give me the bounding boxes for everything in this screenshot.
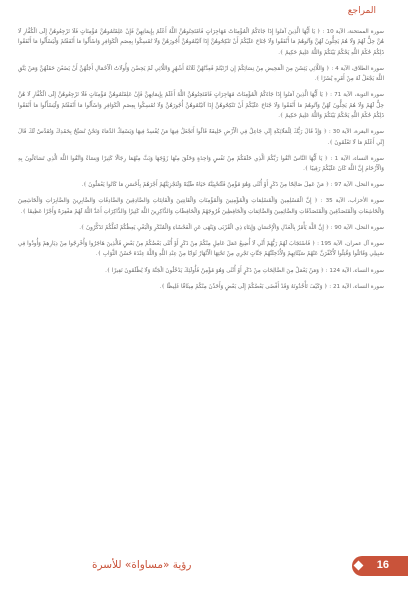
reference-entry: سورة النساء، الآية 124 : ﴿ وَمَنْ يَعْمَلْ مِنَ الصَّالِحَاتِ مِنْ ذَكَرٍ أَوْ أُنْثَى وَهُوَ مُؤْمِنٌ فَأُولَئِكَ يَدْخُلُونَ الْجَنَّةَ وَلَا يُظْلَمُونَ نَقِيرًا ﴾. xyxy=(105,267,384,274)
reference-entry: سورة النحل، الآية 97 : ﴿ مَنْ عَمِلَ صَالِحًا مِنْ ذَكَرٍ أَوْ أُنْثَى وَهُوَ مُؤْمِنٌ فَلَنُحْيِيَنَّهُ حَيَاةً طَيِّبَةً وَلَنَجْزِيَنَّهُمْ أَجْرَهُمْ بِأَحْسَنِ مَا كَانُوا يَعْمَلُونَ ﴾. xyxy=(81,182,384,189)
reference-entry: سورة النحل، الآية 90 : ﴿ إِنَّ اللَّهَ يَأْمُرُ بِالْعَدْلِ وَالْإِحْسَانِ وَإِيتَاءِ ذِي الْقُرْبَى وَيَنْهَى عَنِ الْفَحْشَاءِ وَالْمُنْكَرِ وَالْبَغْيِ يَعِظُكُمْ لَعَلَّكُمْ تَذَكَّرُونَ ﴾. xyxy=(79,224,384,231)
reference-entry: سورة التوبة، الآية 71 : ﴿ يَا أَيُّهَا الَّذِينَ آمَنُوا إِذَا جَاءَكُمُ الْمُؤْمِنَاتُ مُهَاجِرَاتٍ فَامْتَحِنُوهُنَّ اللَّهُ أَعْلَمُ بِإِيمَانِهِنَّ فَإِنْ عَلِمْتُمُوهُنَّ مُؤْمِنَاتٍ فَلَا تَرْجِعُوهُنَّ إِلَى الْكُفَّارِ لَا هُنَّ حِلٌّ لَهُمْ وَلَا هُمْ يَحِلُّونَ لَهُنَّ وَآتُوهُمْ مَا أَنْفَقُوا وَلَا جُنَاحَ عَلَيْكُمْ أَنْ تَنْكِحُوهُنَّ إِذَا آتَيْتُمُوهُنَّ أُجُورَهُنَّ وَلَا تُمْسِكُوا بِعِصَمِ الْكَوَافِرِ وَاسْأَلُوا مَا أَنْفَقْتُمْ وَلْيَسْأَلُوا مَا أَنْفَقُوا ذَلِكُمْ حُكْمُ اللَّهِ يَحْكُمُ بَيْنَكُمْ وَاللَّهُ عَلِيمٌ حَكِيمٌ ﴾. xyxy=(18,92,384,120)
diamond-icon xyxy=(354,561,364,571)
reference-entry: سورة الطلاق، الآية 4 : ﴿ وَاللَّائِي يَئِسْنَ مِنَ الْمَحِيضِ مِنْ نِسَائِكُمْ إِنِ ارْتَبْتُمْ فَعِدَّتُهُنَّ ثَلَاثَةُ أَشْهُرٍ وَاللَّائِي لَمْ يَحِضْنَ وَأُولَاتُ الْأَحْمَالِ أَجَلُهُنَّ أَنْ يَضَعْنَ حَمْلَهُنَّ وَمَنْ يَتَّقِ اللَّهَ يَجْعَلْ لَهُ مِنْ أَمْرِهِ يُسْرًا ﴾. xyxy=(18,65,384,83)
reference-entry: سورة البقرة، الآية 30 : ﴿ وَإِذْ قَالَ رَبُّكَ لِلْمَلَائِكَةِ إِنِّي جَاعِلٌ فِي الْأَرْضِ خَلِيفَةً قَالُوا أَتَجْعَلُ فِيهَا مَنْ يُفْسِدُ فِيهَا وَيَسْفِكُ الدِّمَاءَ وَنَحْنُ نُسَبِّحُ بِحَمْدِكَ وَنُقَدِّسُ لَكَ قَالَ إِنِّي أَعْلَمُ مَا لَا تَعْلَمُونَ ﴾. xyxy=(18,129,384,146)
page-title: المراجع xyxy=(347,6,376,16)
reference-entry: سورة الأحزاب، الآية 35 : ﴿ إِنَّ الْمُسْلِمِينَ وَالْمُسْلِمَاتِ وَالْمُؤْمِنِينَ وَالْمُؤْمِنَاتِ وَالْقَانِتِينَ وَالْقَانِتَاتِ وَالصَّادِقِينَ وَالصَّادِقَاتِ وَالصَّابِرِينَ وَالصَّابِرَاتِ وَالْخَاشِعِينَ وَالْخَاشِعَاتِ وَالْمُتَصَدِّقِينَ وَالْمُتَصَدِّقَاتِ وَالصَّائِمِينَ وَالصَّائِمَاتِ وَالْحَافِظِينَ فُرُوجَهُمْ وَالْحَافِظَاتِ وَالذَّاكِرِينَ اللَّهَ كَثِيرًا وَالذَّاكِرَاتِ أَعَدَّ اللَّهُ لَهُمْ مَغْفِرَةً وَأَجْرًا عَظِيمًا ﴾. xyxy=(18,198,384,215)
references-list xyxy=(18,27,384,298)
page-number: 16 xyxy=(376,559,389,571)
reference-entry: سورة الممتحنة، الآية 10 : ﴿ يَا أَيُّهَا الَّذِينَ آمَنُوا إِذَا جَاءَكُمُ الْمُؤْمِنَاتُ مُهَاجِرَاتٍ فَامْتَحِنُوهُنَّ اللَّهُ أَعْلَمُ بِإِيمَانِهِنَّ فَإِنْ عَلِمْتُمُوهُنَّ مُؤْمِنَاتٍ فَلَا تَرْجِعُوهُنَّ إِلَى الْكُفَّارِ لَا هُنَّ حِلٌّ لَهُمْ وَلَا هُمْ يَحِلُّونَ لَهُنَّ وَآتُوهُمْ مَا أَنْفَقُوا وَلَا جُنَاحَ عَلَيْكُمْ أَنْ تَنْكِحُوهُنَّ إِذَا آتَيْتُمُوهُنَّ أُجُورَهُنَّ وَلَا تُمْسِكُوا بِعِصَمِ الْكَوَافِرِ وَاسْأَلُوا مَا أَنْفَقْتُمْ وَلْيَسْأَلُوا مَا أَنْفَقُوا ذَلِكُمْ حُكْمُ اللَّهِ يَحْكُمُ بَيْنَكُمْ وَاللَّهُ عَلِيمٌ حَكِيمٌ ﴾. xyxy=(18,29,384,56)
page-footer xyxy=(0,556,408,576)
reference-entry: سورة آل عمران، الآية 195 : ﴿ فَاسْتَجَابَ لَهُمْ رَبُّهُمْ أَنِّي لَا أُضِيعُ عَمَلَ عَامِلٍ مِنْكُمْ مِنْ ذَكَرٍ أَوْ أُنْثَى بَعْضُكُمْ مِنْ بَعْضٍ فَالَّذِينَ هَاجَرُوا وَأُخْرِجُوا مِنْ دِيَارِهِمْ وَأُوذُوا فِي سَبِيلِي وَقَاتَلُوا وَقُتِلُوا لَأُكَفِّرَنَّ عَنْهُمْ سَيِّئَاتِهِمْ وَلَأُدْخِلَنَّهُمْ جَنَّاتٍ تَجْرِي مِنْ تَحْتِهَا الْأَنْهَارُ ثَوَابًا مِنْ عِنْدِ اللَّهِ وَاللَّهُ عِنْدَهُ حُسْنُ الثَّوَابِ ﴾. xyxy=(18,241,384,258)
page-number-badge xyxy=(352,556,408,576)
publication-title: رؤية «مساواة» للأسرة xyxy=(92,559,192,571)
reference-entry: سورة النساء، الآية 1 : ﴿ يَا أَيُّهَا النَّاسُ اتَّقُوا رَبَّكُمُ الَّذِي خَلَقَكُمْ مِنْ نَفْسٍ وَاحِدَةٍ وَخَلَقَ مِنْهَا زَوْجَهَا وَبَثَّ مِنْهُمَا رِجَالًا كَثِيرًا وَنِسَاءً وَاتَّقُوا اللَّهَ الَّذِي تَسَاءَلُونَ بِهِ وَالْأَرْحَامَ إِنَّ اللَّهَ كَانَ عَلَيْكُمْ رَقِيبًا ﴾. xyxy=(18,155,384,173)
reference-entry: سورة النساء، الآية 21 : ﴿ وَكَيْفَ تَأْخُذُونَهُ وَقَدْ أَفْضَى بَعْضُكُمْ إِلَى بَعْضٍ وَأَخَذْنَ مِنْكُمْ مِيثَاقًا غَلِيظًا ﴾. xyxy=(159,283,384,290)
